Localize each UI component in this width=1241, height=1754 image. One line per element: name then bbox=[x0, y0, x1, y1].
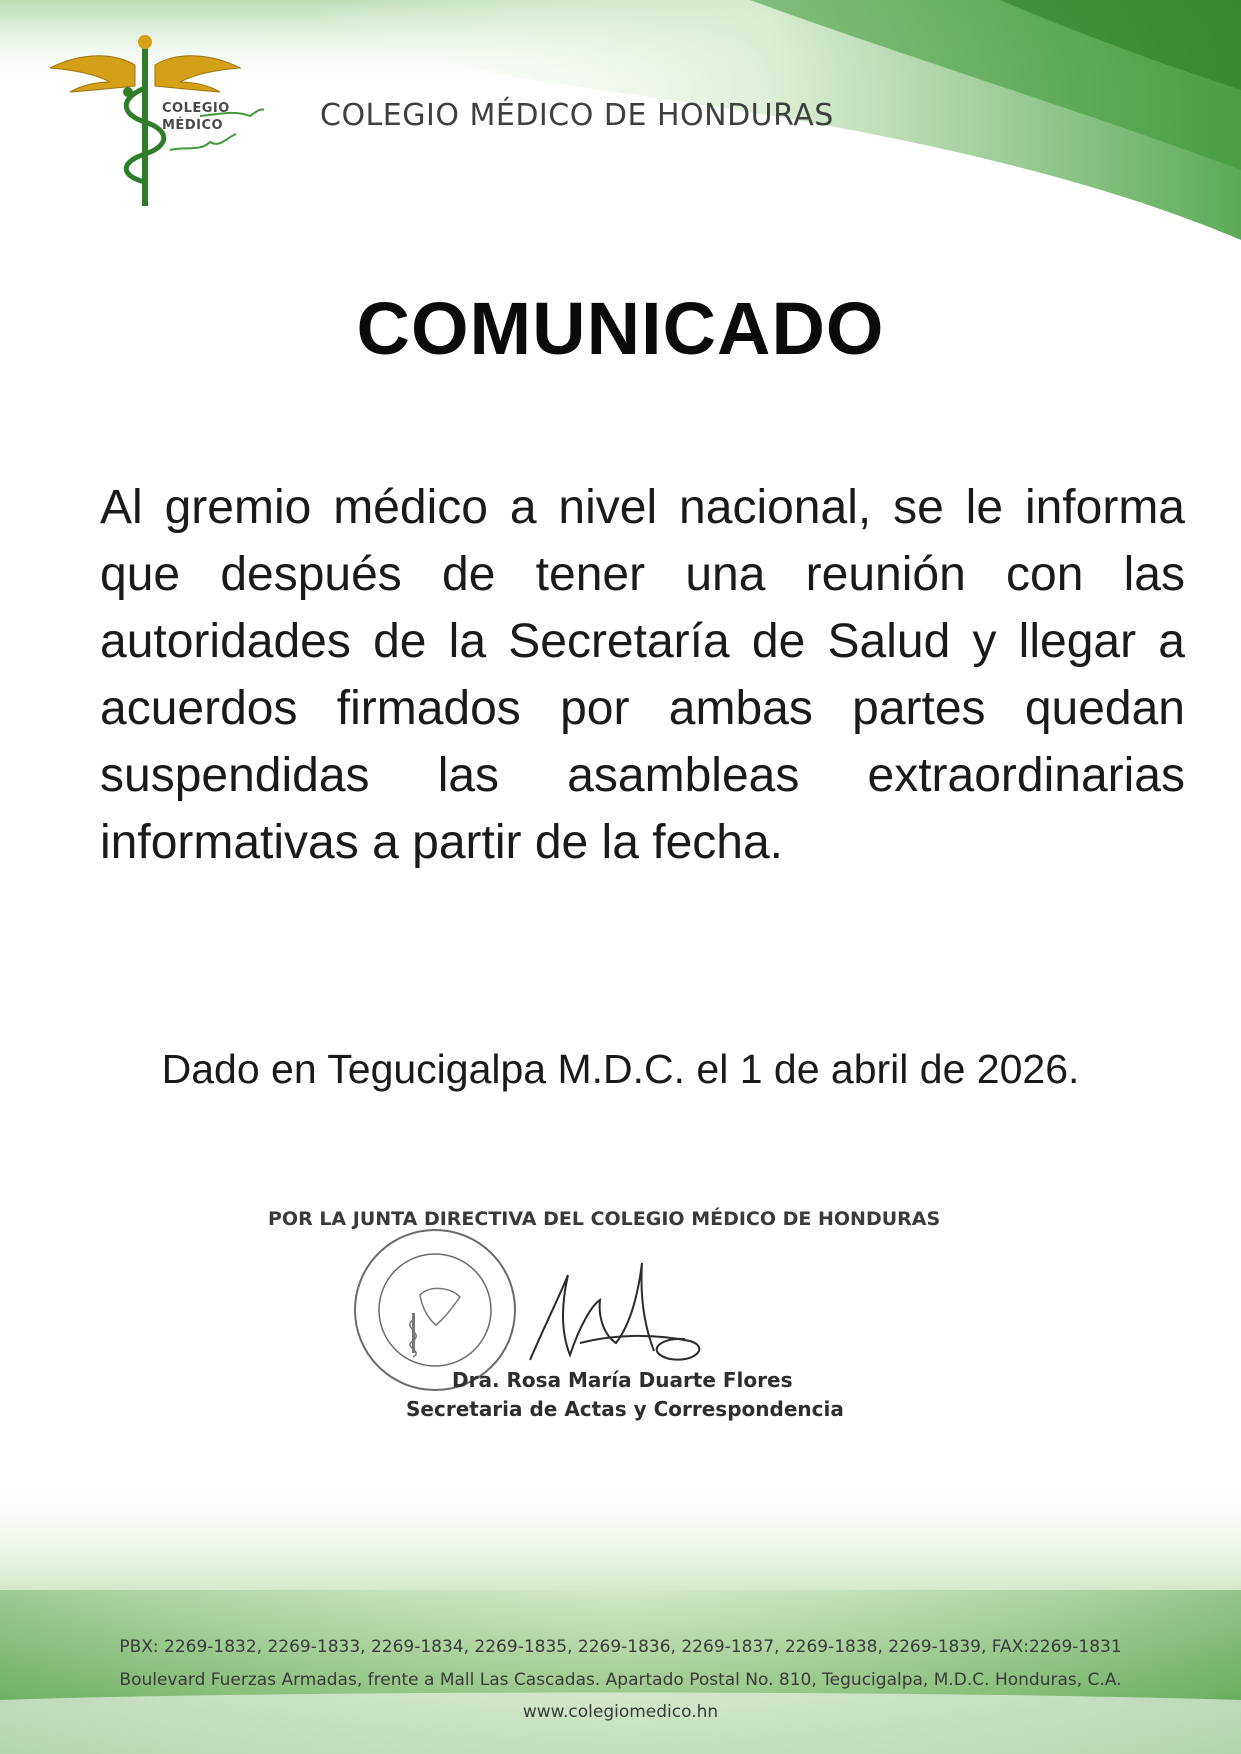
document-body: Al gremio médico a nivel nacional, se le informa que después de tener una reunión con las autoridades de la Secretaría de Salud y llegar a acuerdos firmados por ambas partes quedan suspendidas las asambleas extraordinarias informativas a partir de la fecha. bbox=[100, 481, 1185, 869]
junta-heading: POR LA JUNTA DIRECTIVA DEL COLEGIO MÉDICO DE HONDURAS bbox=[268, 1208, 941, 1230]
logo-text bbox=[162, 100, 230, 134]
document-title: COMUNICADO bbox=[356, 287, 885, 370]
signer-name: Dra. Rosa María Duarte Flores bbox=[452, 1368, 793, 1392]
handwritten-signature bbox=[520, 1255, 720, 1380]
footer-address: Boulevard Fuerzas Armadas, frente a Mall Las Cascadas. Apartado Postal No. 810, Tegucigalpa, M.D.C. Honduras, C.A. bbox=[119, 1670, 1122, 1690]
signer-role: Secretaria de Actas y Correspondencia bbox=[406, 1397, 844, 1421]
organization-name: COLEGIO MÉDICO DE HONDURAS bbox=[320, 98, 834, 133]
footer-website[interactable]: www.colegiomedico.hn bbox=[522, 1702, 719, 1722]
footer-phones: PBX: 2269-1832, 2269-1833, 2269-1834, 2269-1835, 2269-1836, 2269-1837, 2269-1838, 2269-1839, FAX:2269-1831 bbox=[119, 1637, 1122, 1657]
logo-text-line2: MÉDICO bbox=[162, 118, 224, 133]
date-place-line: Dado en Tegucigalpa M.D.C. el 1 de abril de 2026. bbox=[161, 1046, 1080, 1092]
logo-text-line1: COLEGIO bbox=[162, 101, 230, 116]
